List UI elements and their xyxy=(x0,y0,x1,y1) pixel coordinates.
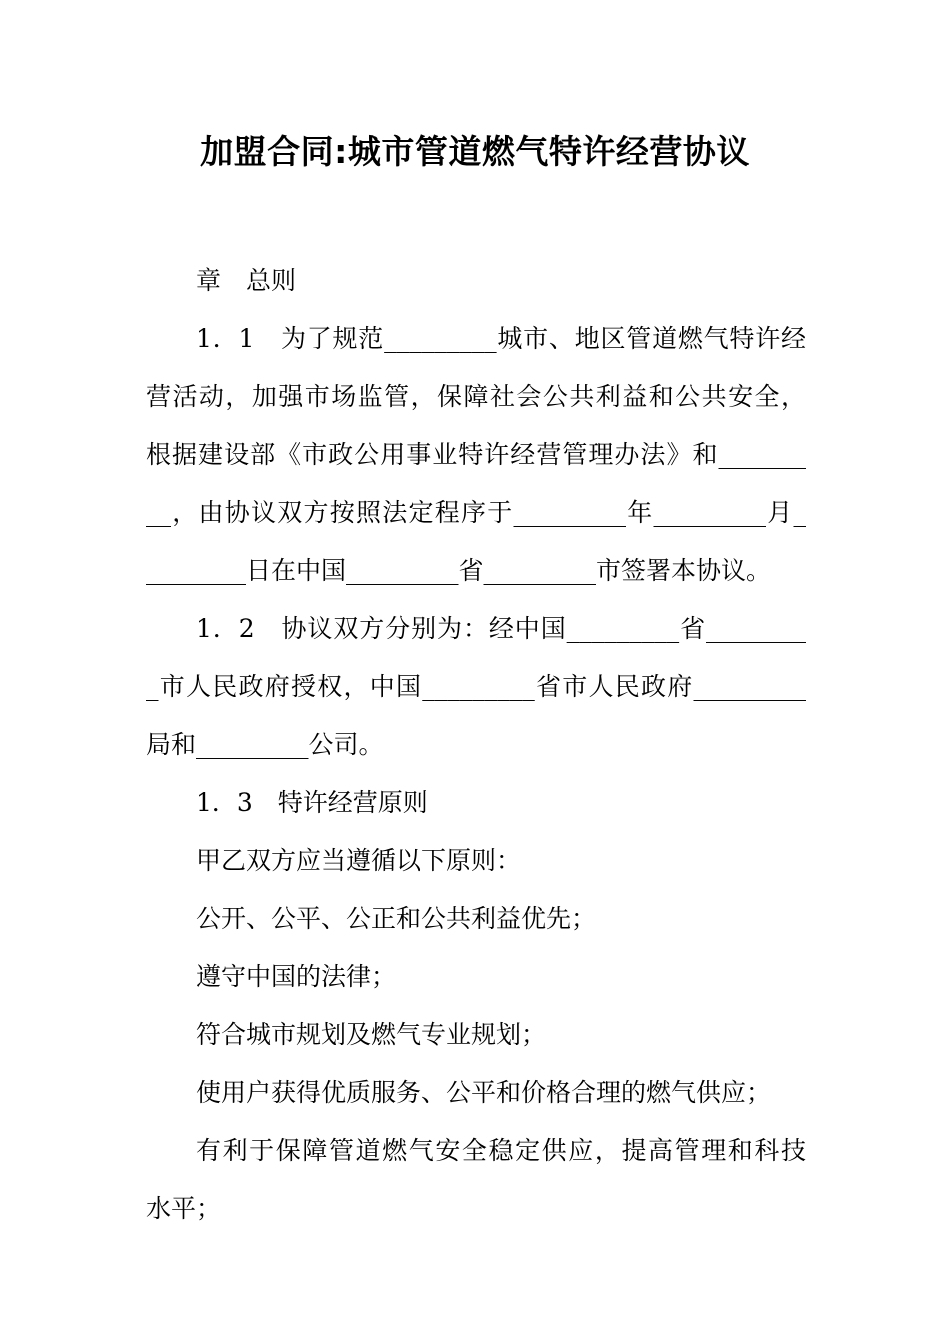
principle-item: 遵守中国的法律； xyxy=(196,962,397,991)
clause-1-1-line: 1．1 为了规范_________城市、地区管道燃气特许经 xyxy=(196,324,806,353)
clause-1-1 xyxy=(146,310,806,600)
clause-1-3-heading: 1．3 特许经营原则 xyxy=(196,788,428,817)
principle-item xyxy=(146,1122,806,1238)
chapter-heading: 章 总则 xyxy=(196,266,297,295)
clause-1-3-intro: 甲乙双方应当遵循以下原则： xyxy=(196,846,522,875)
clause-1-2-line: 1．2 协议双方分别为：经中国_________省________ xyxy=(196,614,806,643)
clause-1-2 xyxy=(146,600,806,774)
clause-1-1-line: ________日在中国_________省_________市签署本协议。 xyxy=(146,556,772,585)
clause-1-2-line: _市人民政府授权，中国_________省市人民政府_________ xyxy=(146,672,806,701)
principle-item: 使用户获得优质服务、公平和价格合理的燃气供应； xyxy=(196,1078,772,1107)
clause-1-1-line: 根据建设部《市政公用事业特许经营管理办法》和_______ xyxy=(146,440,806,469)
clause-1-2-line: 局和_________公司。 xyxy=(146,730,384,759)
principle-item: 符合城市规划及燃气专业规划； xyxy=(196,1020,547,1049)
clause-1-1-line: __，由协议双方按照法定程序于_________年_________月_ xyxy=(146,498,806,527)
principle-item: 公开、公平、公正和公共利益优先； xyxy=(196,904,597,933)
document-title: 加盟合同:城市管道燃气特许经营协议 xyxy=(200,132,750,171)
document-body xyxy=(146,252,806,1238)
principle-line: 有利于保障管道燃气安全稳定供应，提高管理和科技 xyxy=(196,1136,806,1165)
principle-line: 水平； xyxy=(146,1194,222,1223)
clause-1-1-line: 营活动，加强市场监管，保障社会公共利益和公共安全， xyxy=(146,382,806,411)
